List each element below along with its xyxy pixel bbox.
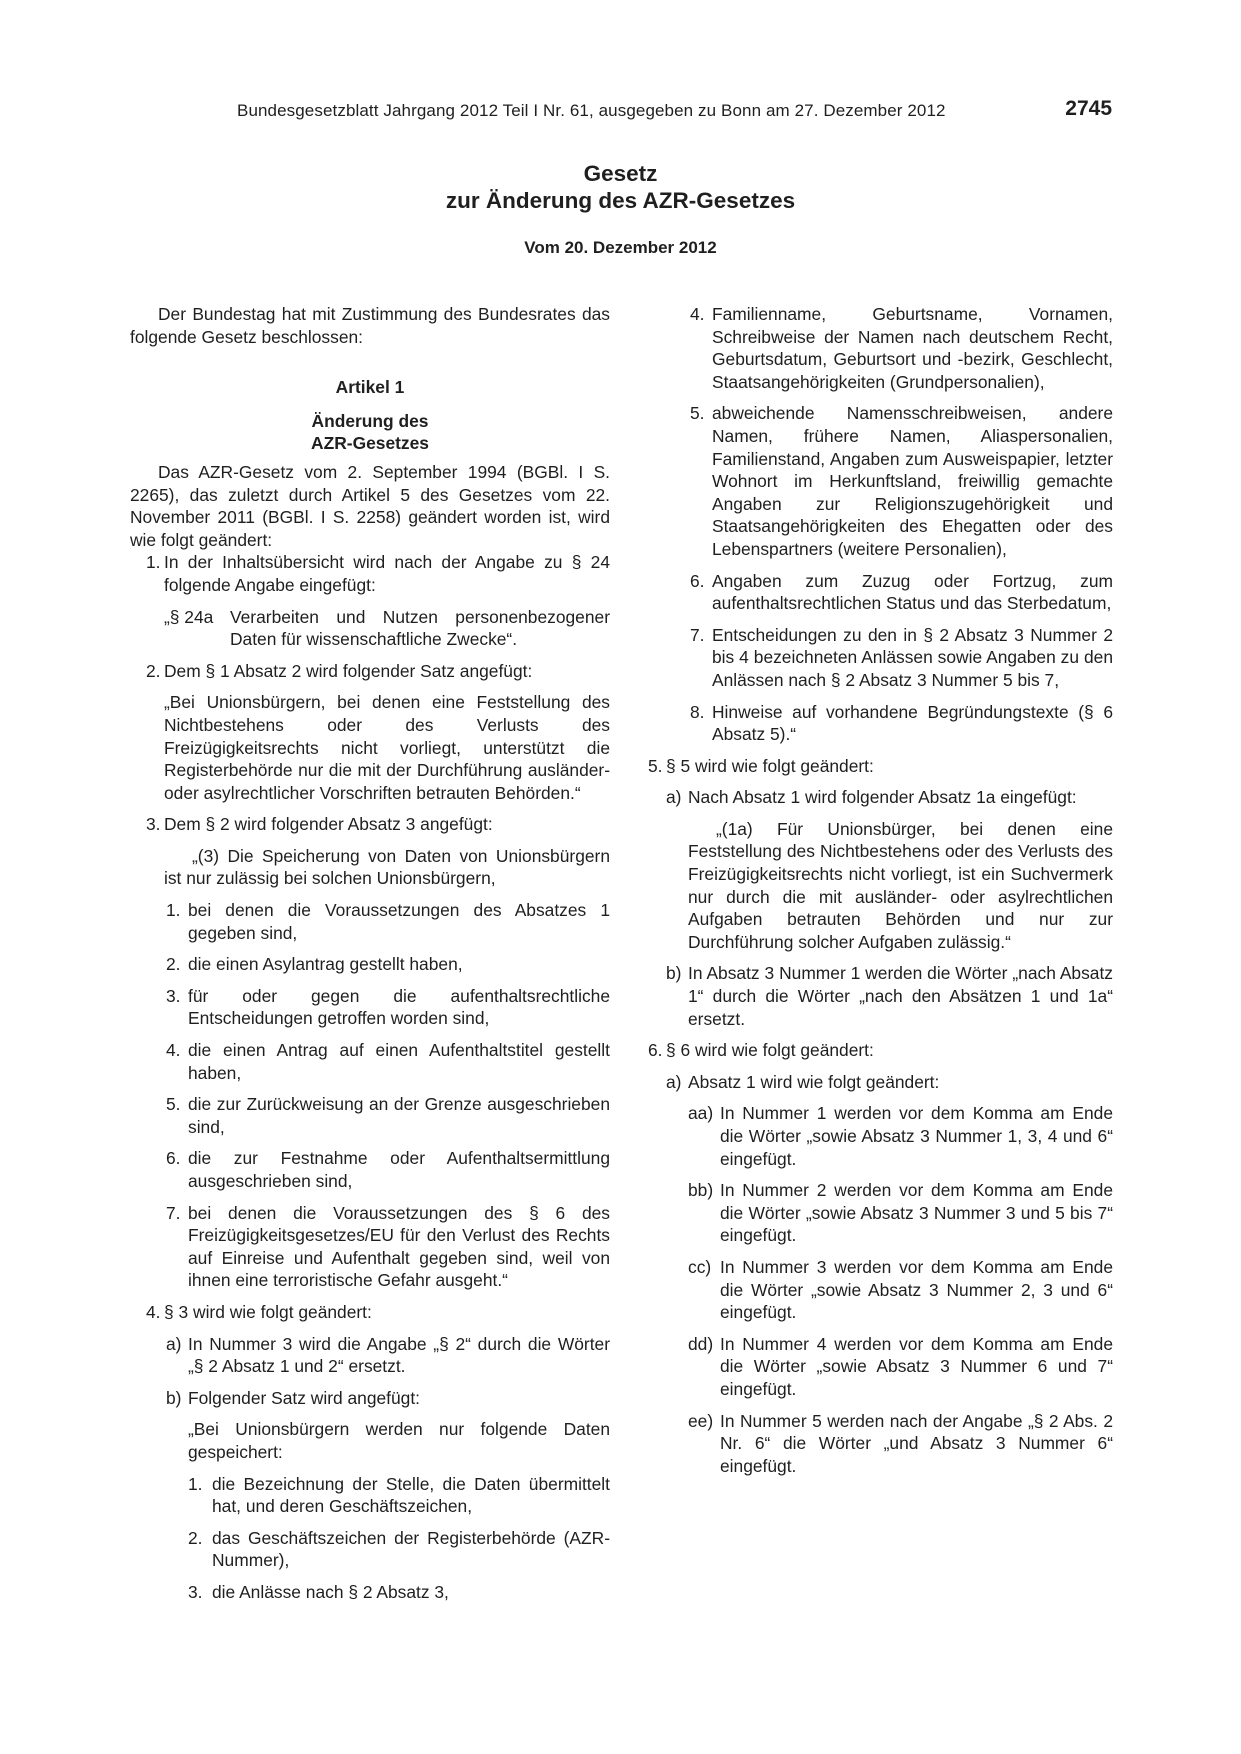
item-number: 1. xyxy=(166,900,181,921)
item-number: 7. xyxy=(166,1202,181,1223)
item-letter: a) xyxy=(666,787,682,808)
artikel-title-1: Änderung des xyxy=(311,410,429,431)
item-number: 4. xyxy=(166,1040,181,1061)
list-item xyxy=(648,1333,1113,1401)
artikel-title-2: AZR-Gesetzes xyxy=(311,433,429,454)
item-number: 6. xyxy=(690,570,705,591)
item-text: Dem § 1 Absatz 2 wird folgender Satz angefügt: xyxy=(164,660,533,681)
item-number: 2. xyxy=(146,660,161,681)
item-number: 5. xyxy=(648,755,663,776)
item-letter: ee) xyxy=(688,1410,714,1431)
list-item xyxy=(648,1410,1113,1478)
item-letter: bb) xyxy=(688,1180,714,1201)
item-text: die zur Festnahme oder Aufenthaltsermittlung ausgeschrieben sind, xyxy=(188,1148,610,1191)
item-text: In Nummer 3 werden vor dem Komma am Ende die Wörter „sowie Absatz 3 Nummer 2, 3 und 6“ eingefügt. xyxy=(720,1256,1113,1323)
quote-text: „Bei Unionsbürgern, bei denen eine Feststellung des Nichtbestehens oder des Verlusts des Freizügigkeitsrechts nicht vorliegt, unterstützt die Registerbehörde nur die mit der Durchführung ausländer- oder asylrechtlicher Vorschriften betrauten Behörden.“ xyxy=(164,692,610,803)
item-letter: dd) xyxy=(688,1333,714,1354)
item-number: 2. xyxy=(166,954,181,975)
item-letter: cc) xyxy=(688,1256,712,1277)
law-date: Vom 20. Dezember 2012 xyxy=(524,238,717,257)
item-letter: a) xyxy=(666,1071,682,1092)
item-number: 6. xyxy=(166,1148,181,1169)
item-number: 3. xyxy=(146,814,161,835)
page-number: 2745 xyxy=(1065,97,1112,120)
item-text: In Nummer 4 werden vor dem Komma am Ende die Wörter „sowie Absatz 3 Nummer 6 und 7“ eingefügt. xyxy=(720,1333,1113,1399)
item-text: In Nummer 5 werden nach der Angabe „§ 2 Abs. 2 Nr. 6“ die Wörter „und Absatz 3 Nummer 6“ eingefügt. xyxy=(720,1410,1113,1476)
list-item xyxy=(648,624,1113,692)
list-item xyxy=(130,1202,610,1292)
list-item xyxy=(648,402,1113,560)
item-text: abweichende Namensschreibweisen, andere Namen, frühere Namen, Aliaspersonalien, Familienstand, Angaben zum Ausweispapier, letzter Wohnort im Herkunftsland, freiwillig gemachte Angaben zur Religionszugehörigkeit und Staatsangehörigkeiten des Ehegatten oder des Lebenspartners (weitere Personalien), xyxy=(712,403,1113,559)
item-number: 6. xyxy=(648,1040,663,1061)
list-item xyxy=(130,1093,610,1138)
item-text: In Absatz 3 Nummer 1 werden die Wörter „nach Absatz 1“ durch die Wörter „nach den Absätzen 1 und 1a“ ersetzt. xyxy=(688,963,1113,1029)
list-item xyxy=(130,899,610,944)
item-text: § 6 wird wie folgt geändert: xyxy=(666,1040,874,1061)
right-column xyxy=(648,303,1113,1477)
list-item xyxy=(130,813,610,836)
list-item xyxy=(648,786,1113,809)
list-item xyxy=(648,570,1113,615)
item-text: In Nummer 1 werden vor dem Komma am Ende die Wörter „sowie Absatz 3 Nummer 1, 3, 4 und 6“ eingefügt. xyxy=(720,1103,1113,1169)
item-number: 1. xyxy=(188,1473,203,1494)
item-text: § 3 wird wie folgt geändert: xyxy=(164,1301,372,1322)
item-text: die Anlässe nach § 2 Absatz 3, xyxy=(212,1581,449,1602)
item-letter: a) xyxy=(166,1333,182,1354)
list-item xyxy=(130,1527,610,1572)
quote-text: „(3) Die Speicherung von Daten von Unionsbürgern ist nur zulässig bei solchen Unionsbürgern, xyxy=(164,845,610,889)
quote-text: „Bei Unionsbürgern werden nur folgende Daten gespeichert: xyxy=(188,1419,610,1462)
item-number: 8. xyxy=(690,701,705,722)
item-number: 4. xyxy=(146,1301,161,1322)
title-line-1: Gesetz xyxy=(583,161,658,186)
item-text: Nach Absatz 1 wird folgender Absatz 1a eingefügt: xyxy=(688,787,1077,808)
left-column xyxy=(130,303,610,1604)
list-item xyxy=(648,1039,1113,1062)
list-item xyxy=(130,985,610,1030)
gazette-header-text: Bundesgesetzblatt Jahrgang 2012 Teil I Nr. 61, ausgegeben zu Bonn am 27. Dezember 2012 xyxy=(237,101,946,120)
list-item xyxy=(130,1473,610,1518)
list-item xyxy=(130,1301,610,1324)
item-text: In der Inhaltsübersicht wird nach der Angabe zu § 24 folgende Angabe eingefügt: xyxy=(164,552,610,595)
list-item xyxy=(130,1333,610,1378)
item-letter: b) xyxy=(666,963,682,984)
list-item xyxy=(130,660,610,683)
item-text: Hinweise auf vorhandene Begründungstexte (§ 6 Absatz 5).“ xyxy=(712,701,1113,745)
item-number: 3. xyxy=(188,1581,203,1602)
list-item xyxy=(130,551,610,596)
page-header xyxy=(237,97,1112,127)
artikel-heading: Artikel 1 xyxy=(335,377,405,398)
item-letter: b) xyxy=(166,1387,182,1408)
quote-block xyxy=(130,1418,610,1463)
quote-block xyxy=(130,691,610,804)
quote-block xyxy=(130,845,610,890)
item-text: Folgender Satz wird angefügt: xyxy=(188,1387,421,1408)
list-item xyxy=(648,962,1113,1030)
item-text: § 5 wird wie folgt geändert: xyxy=(666,755,874,776)
title-line-2: zur Änderung des AZR-Gesetzes xyxy=(445,188,796,213)
item-text: die einen Antrag auf einen Aufenthaltstitel gestellt haben, xyxy=(188,1040,610,1083)
item-text: bei denen die Voraussetzungen des Absatzes 1 gegeben sind, xyxy=(188,900,610,943)
item-text: Entscheidungen zu den in § 2 Absatz 3 Nummer 2 bis 4 bezeichneten Anlässen sowie Angaben zu den Anlässen nach § 2 Absatz 3 Nummer 5 bis 7, xyxy=(712,624,1113,690)
list-item xyxy=(648,701,1113,746)
item-text: In Nummer 3 wird die Angabe „§ 2“ durch die Wörter „§ 2 Absatz 1 und 2“ ersetzt. xyxy=(188,1333,610,1377)
law-title xyxy=(0,160,1241,214)
list-item xyxy=(648,1102,1113,1170)
quote-paragraph-label: „§ 24a xyxy=(164,606,214,627)
item-number: 5. xyxy=(690,403,705,424)
list-item xyxy=(648,755,1113,778)
item-number: 5. xyxy=(166,1094,181,1115)
quote-text: „(1a) Für Unionsbürger, bei denen eine Feststellung des Nichtbestehens oder des Verlusts des Freizügigkeitsrechts nicht vorliegt, ist ein Suchvermerk nur durch die mit ausländer- oder asylrechtlichen Aufgaben betrauten Behörden und nur zur Durchführung solcher Aufgaben zulässig.“ xyxy=(688,818,1113,952)
quote-text: Verarbeiten und Nutzen personenbezogener Daten für wissenschaftliche Zwecke“. xyxy=(230,606,610,650)
list-item xyxy=(130,1387,610,1410)
item-text: das Geschäftszeichen der Registerbehörde (AZR-Nummer), xyxy=(212,1527,610,1571)
item-text: die zur Zurückweisung an der Grenze ausgeschrieben sind, xyxy=(188,1094,610,1137)
list-item xyxy=(130,953,610,976)
item-text: Absatz 1 wird wie folgt geändert: xyxy=(688,1071,940,1092)
list-item xyxy=(130,1039,610,1084)
list-item xyxy=(648,1256,1113,1324)
item-text: bei denen die Voraussetzungen des § 6 des Freizügigkeitsgesetzes/EU für den Verlust des Rechts auf Einreise und Aufenthalt gegeben sind, weil von ihnen eine terroristische Gefahr ausgeht.“ xyxy=(188,1202,610,1291)
list-item xyxy=(648,1179,1113,1247)
item-text: Familienname, Geburtsname, Vornamen, Schreibweise der Namen nach deutschem Recht, Geburtsdatum, Geburtsort und -bezirk, Geschlecht, Staatsangehörigkeiten (Grundpersonalien), xyxy=(712,304,1113,392)
list-item xyxy=(130,606,610,651)
item-number: 3. xyxy=(166,985,181,1006)
preamble: Der Bundestag hat mit Zustimmung des Bundesrates das folgende Gesetz beschlossen: xyxy=(130,304,610,347)
item-letter: aa) xyxy=(688,1103,714,1124)
item-text: In Nummer 2 werden vor dem Komma am Ende die Wörter „sowie Absatz 3 Nummer 3 und 5 bis 7“ eingefügt. xyxy=(720,1180,1113,1246)
list-item xyxy=(130,1581,610,1604)
item-number: 2. xyxy=(188,1527,203,1548)
item-text: Angaben zum Zuzug oder Fortzug, zum aufenthaltsrechtlichen Status und das Sterbedatum, xyxy=(712,570,1113,614)
item-text: die Bezeichnung der Stelle, die Daten übermittelt hat, und deren Geschäftszeichen, xyxy=(212,1473,610,1517)
quote-block xyxy=(648,818,1113,954)
list-item xyxy=(648,303,1113,393)
amendment-intro: Das AZR-Gesetz vom 2. September 1994 (BGBl. I S. 2265), das zuletzt durch Artikel 5 des Gesetzes vom 22. November 2011 (BGBl. I S. 2258) geändert worden ist, wird wie folgt geändert: xyxy=(130,461,610,550)
item-number: 4. xyxy=(690,304,705,324)
item-number: 7. xyxy=(690,624,705,645)
list-item xyxy=(648,1071,1113,1094)
item-text: die einen Asylantrag gestellt haben, xyxy=(188,954,463,975)
item-text: für oder gegen die aufenthaltsrechtliche Entscheidungen getroffen worden sind, xyxy=(188,985,610,1029)
item-number: 1. xyxy=(146,552,161,573)
list-item xyxy=(130,1147,610,1192)
item-text: Dem § 2 wird folgender Absatz 3 angefügt: xyxy=(164,814,493,835)
